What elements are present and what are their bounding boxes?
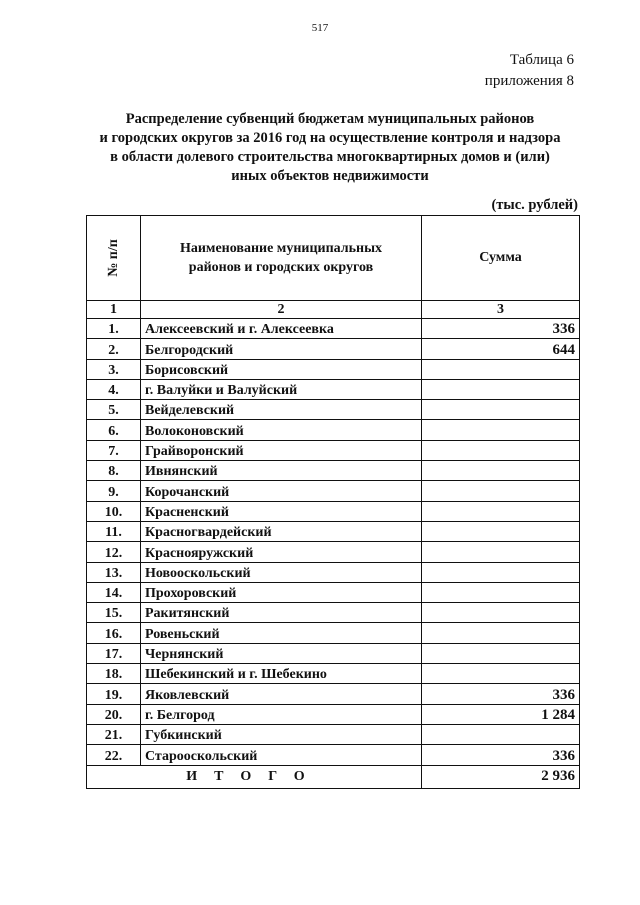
row-number: 5.	[87, 400, 141, 420]
column-index-2: 2	[141, 301, 422, 319]
district-name: Корочанский	[141, 481, 422, 501]
table-row	[87, 684, 580, 704]
row-amount	[422, 440, 580, 460]
column-index-row	[87, 301, 580, 319]
district-name: Старооскольский	[141, 745, 422, 765]
row-amount: 336	[422, 745, 580, 765]
total-amount: 2 936	[422, 765, 580, 788]
table-row	[87, 542, 580, 562]
header-number-label: № п/п	[105, 239, 121, 277]
table-row	[87, 724, 580, 744]
district-name: Ракитянский	[141, 603, 422, 623]
district-name: Чернянский	[141, 643, 422, 663]
row-number: 15.	[87, 603, 141, 623]
row-number: 8.	[87, 461, 141, 481]
row-amount	[422, 400, 580, 420]
row-amount: 336	[422, 684, 580, 704]
row-amount	[422, 481, 580, 501]
row-amount	[422, 542, 580, 562]
row-number: 14.	[87, 582, 141, 602]
row-amount: 1 284	[422, 704, 580, 724]
row-amount: 336	[422, 319, 580, 339]
table-row	[87, 603, 580, 623]
total-row	[87, 765, 580, 788]
district-name: Прохоровский	[141, 582, 422, 602]
district-name: Губкинский	[141, 724, 422, 744]
title-line-4: иных объектов недвижимости	[231, 168, 429, 184]
district-name: Ровеньский	[141, 623, 422, 643]
row-number: 7.	[87, 440, 141, 460]
row-amount	[422, 623, 580, 643]
row-amount	[422, 379, 580, 399]
row-number: 13.	[87, 562, 141, 582]
row-amount	[422, 603, 580, 623]
table-row	[87, 481, 580, 501]
caption-table-number: Таблица 6	[509, 52, 574, 68]
document-title	[80, 110, 580, 186]
header-name-line-1: Наименование муниципальных	[179, 241, 383, 256]
title-line-2: и городских округов за 2016 год на осуществление контроля и надзора	[99, 130, 561, 146]
row-number: 10.	[87, 501, 141, 521]
table-row	[87, 319, 580, 339]
table-row	[87, 379, 580, 399]
row-number: 9.	[87, 481, 141, 501]
caption-appendix: приложения 8	[484, 73, 574, 89]
table-row	[87, 623, 580, 643]
district-name: Белгородский	[141, 339, 422, 359]
table-row	[87, 440, 580, 460]
title-line-3: в области долевого строительства многоквартирных домов и (или)	[110, 149, 550, 165]
district-name: Вейделевский	[141, 400, 422, 420]
district-name: Шебекинский и г. Шебекино	[141, 664, 422, 684]
row-amount	[422, 461, 580, 481]
row-number: 2.	[87, 339, 141, 359]
table-row	[87, 461, 580, 481]
column-index-3: 3	[422, 301, 580, 319]
row-amount	[422, 359, 580, 379]
table-row	[87, 339, 580, 359]
district-name: Красногвардейский	[141, 521, 422, 541]
row-amount	[422, 521, 580, 541]
district-name: Новооскольский	[141, 562, 422, 582]
title-line-1: Распределение субвенций бюджетам муниципальных районов	[125, 111, 535, 127]
row-number: 11.	[87, 521, 141, 541]
table-row	[87, 582, 580, 602]
row-number: 20.	[87, 704, 141, 724]
row-amount	[422, 582, 580, 602]
district-name: Алексеевский и г. Алексеевка	[141, 319, 422, 339]
header-sum: Сумма	[422, 216, 580, 301]
row-amount	[422, 420, 580, 440]
row-amount	[422, 724, 580, 744]
district-name: Яковлевский	[141, 684, 422, 704]
district-name: г. Валуйки и Валуйский	[141, 379, 422, 399]
row-number: 1.	[87, 319, 141, 339]
total-label: ИТОГО	[87, 765, 422, 788]
table-row	[87, 745, 580, 765]
row-number: 16.	[87, 623, 141, 643]
table-row	[87, 643, 580, 663]
row-number: 19.	[87, 684, 141, 704]
row-amount	[422, 664, 580, 684]
district-name: Волоконовский	[141, 420, 422, 440]
row-number: 3.	[87, 359, 141, 379]
table-row	[87, 501, 580, 521]
header-name	[141, 216, 422, 301]
column-index-1: 1	[87, 301, 141, 319]
row-number: 18.	[87, 664, 141, 684]
table-row	[87, 359, 580, 379]
row-number: 4.	[87, 379, 141, 399]
table-body	[87, 301, 580, 766]
row-amount	[422, 562, 580, 582]
table-row	[87, 664, 580, 684]
table-caption	[485, 50, 574, 92]
table-row	[87, 562, 580, 582]
table-row	[87, 420, 580, 440]
row-number: 22.	[87, 745, 141, 765]
row-number: 17.	[87, 643, 141, 663]
district-name: Борисовский	[141, 359, 422, 379]
row-number: 6.	[87, 420, 141, 440]
district-name: Ивнянский	[141, 461, 422, 481]
header-name-line-2: районов и городских округов	[188, 260, 374, 275]
row-amount	[422, 501, 580, 521]
table-row	[87, 521, 580, 541]
row-amount	[422, 643, 580, 663]
page-number: 517	[311, 22, 329, 34]
table-row	[87, 400, 580, 420]
row-number: 21.	[87, 724, 141, 744]
table-header-row	[87, 216, 580, 301]
row-amount: 644	[422, 339, 580, 359]
district-name: Краснояружский	[141, 542, 422, 562]
district-name: г. Белгород	[141, 704, 422, 724]
table-row	[87, 704, 580, 724]
units-label: (тыс. рублей)	[491, 197, 578, 213]
row-number: 12.	[87, 542, 141, 562]
district-name: Грайворонский	[141, 440, 422, 460]
district-name: Красненский	[141, 501, 422, 521]
header-number	[87, 216, 141, 301]
subvention-table	[86, 215, 580, 789]
